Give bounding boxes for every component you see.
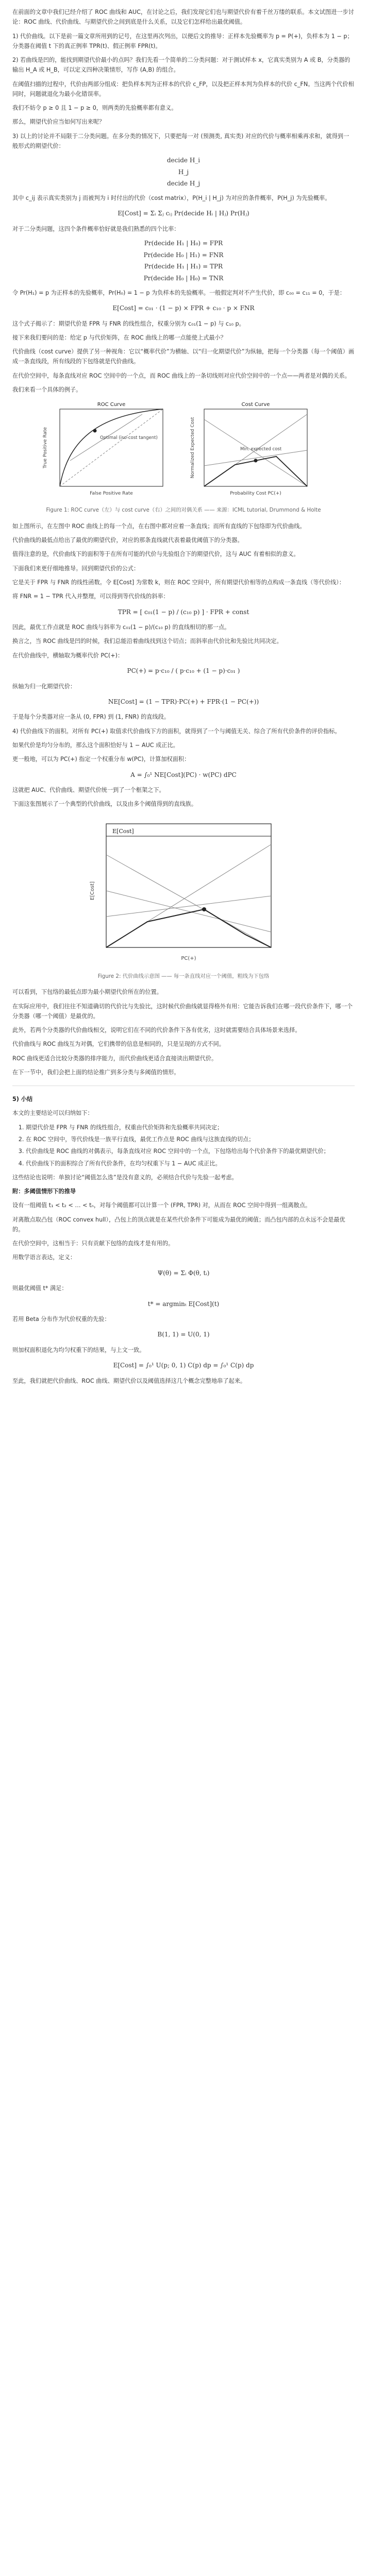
paragraph: 纵轴为归一化期望代价： [12, 683, 76, 690]
paragraph: 我们来看一个具体的例子。 [12, 386, 82, 393]
paragraph: 4) 代价曲线下的面积。对所有 PC(+) 取值求代价曲线下方的面积，就得到了一个与阈值无关、综合了所有代价条件的评价指标。 [12, 727, 341, 735]
paragraph: 对离散点取凸包（ROC convex hull），凸包上的顶点就是在某些代价条件下可能成为最优的阈值；而凸包内部的点永远不会是最优的。 [12, 1216, 345, 1233]
paragraph: 用数学语言表达，定义： [12, 1254, 76, 1261]
cost-curve-frame [106, 824, 271, 947]
extra-title: 附：多阈值情形下的推导 [12, 1188, 76, 1195]
section-heading [12, 1094, 355, 1104]
paragraph: 对于二分类问题，这四个条件概率恰好就是我们熟悉的四个比率： [12, 225, 180, 232]
paragraph: 于是每个分类器对应一条从 (0, FPR) 到 (1, FNR) 的直线段。 [12, 714, 170, 721]
paragraph: 如果代价是均匀分布的，那么这个面积恰好与 1 − AUC 成正比。 [12, 741, 179, 749]
figure-cost-curve [75, 814, 292, 968]
cost-annotation: Min. expected cost [240, 447, 282, 452]
paragraph: 在代价空间中，每条直线对应 ROC 空间中的一个点，而 ROC 曲线上的一条切线则对应代价空间中的一个点——两者是对偶的关系。 [12, 372, 351, 379]
decide-line: decide H_i [166, 157, 201, 164]
paragraph: 此外，若两个分类器的代价曲线相交，说明它们在不同的代价条件下各有优劣，这时就需要结合具体场景来选择。 [12, 1027, 301, 1034]
list-item: 1. 期望代价是 FPR 与 FNR 的线性组合，权重由代价矩阵和先验概率共同决定； [26, 1123, 355, 1132]
cost-xlabel: Probability Cost PC(+) [230, 491, 281, 497]
case-formula: Pr(decide H₀ | H₁) = FNR [143, 251, 224, 259]
figure2-title: E[Cost] [112, 827, 134, 835]
min-cost-point [254, 459, 258, 463]
paragraph: 值得注意的是，代价曲线下的面积等于在所有可能的代价与先验组合下的期望代价，这与 AUC 有着相似的意义。 [12, 551, 299, 558]
paragraph: 2) 若曲线是凹的，能找到期望代价最小的点吗？我们先看一个简单的二分类问题：对于测试样本 x，它真实类别为 A 或 B，分类器的输出 H_A 或 H_B，可以定义四种决策情形，写作 (A,B) 的组合。 [12, 57, 351, 74]
paragraph: 在代价曲线中，横轴取为概率代价 PC(+)： [12, 652, 124, 659]
paragraph: 如上图所示，在左图中 ROC 曲线上的每一个点，在右图中都对应着一条直线；而所有直线的下包络即为代价曲线。 [12, 522, 306, 530]
paragraph: ROC 曲线更适合比较分类器的排序能力，而代价曲线更适合直接读出期望代价。 [12, 1055, 218, 1062]
paragraph: 则最优阈值 t* 满足： [12, 1285, 68, 1292]
paragraph: 这些结论也说明：单独讨论“阈值怎么选”是没有意义的，必须结合代价与先验一起考虑。 [12, 1174, 238, 1181]
paragraph: 1) 代价曲线。以下是前一篇文章所用到的记号，在这里再次列出，以便后文的推导：正样本先验概率为 p = P(+)，负样本为 1 − p；分类器在阈值 t 下的真正例率 TPR(t)、假正例率 FPR(t)。 [12, 32, 353, 49]
paragraph: 在前面的文章中我们已经介绍了 ROC 曲线和 AUC，在讨论之后，我们发现它们也与期望代价有着千丝万缕的联系。本文试图进一步讨论：ROC 曲线、代价曲线、与期望代价之间到底是什么关系，以及它们怎样给出最优阈值。 [12, 9, 354, 26]
paragraph: 其中 c_ij 表示真实类别为 j 而被判为 i 时付出的代价（cost matrix），P(H_i | H_j) 为对应的条件概率，P(H_j) 为先验概率。 [12, 195, 331, 202]
figure-caption: Figure 1: ROC curve（左）与 cost curve（右）之间的对偶关系 —— 来源：ICML tutorial, Drummond & Holte [46, 507, 321, 514]
decide-line: H_j [178, 168, 189, 176]
paragraph: 更一般地，可以为 PC(+) 指定一个权重分布 w(PC)，计算加权面积： [12, 756, 190, 763]
paragraph: 代价曲线与 ROC 曲线互为对偶，它们携带的信息是相同的，只是呈现的方式不同。 [12, 1041, 225, 1048]
case-formula: Pr(decide H₁ | H₁) = TPR [144, 263, 223, 270]
formula-beta: B(1, 1) = U(0, 1) [157, 1331, 210, 1338]
roc-title: ROC Curve [97, 402, 126, 408]
case-formula: Pr(decide H₀ | H₀) = TNR [143, 275, 224, 282]
roc-xlabel: False Positive Rate [90, 491, 133, 497]
paragraph: 在阈值扫描的过程中，代价由两部分组成：把负样本判为正样本的代价 c_FP，以及把正样本判为负样本的代价 c_FN。当这两个代价相同时，问题就退化为最小化错误率。 [12, 80, 354, 97]
paragraph: 设有一组阈值 t₁ < t₂ < … < tₙ，对每个阈值都可以计算一个 (FPR, TPR) 对，从而在 ROC 空间中得到一组离散点。 [12, 1202, 311, 1209]
paragraph: 这个式子揭示了：期望代价是 FPR 与 FNR 的线性组合，权重分别为 c₀₁(1 − p) 与 c₁₀ p。 [12, 320, 245, 327]
list-item: 2. 在 ROC 空间中，等代价线是一族平行直线，最优工作点是 ROC 曲线与这族直线的切点； [26, 1134, 355, 1144]
paragraph: 我们不妨令 p ≥ 0 且 1 − p ≥ 0，则两类的先验概率都有意义。 [12, 105, 177, 112]
paragraph: 若用 Beta 分布作为代价权重的先验： [12, 1316, 110, 1323]
paragraph: 在实际应用中，我们往往不知道确切的代价比与先验比，这时候代价曲线就显得格外有用：它能告诉我们在哪一段代价条件下，哪一个分类器（哪一个阈值）是最优的。 [12, 1003, 353, 1020]
paragraph: 换言之，当 ROC 曲线是凹的时候，我们总能沿着曲线找到这个切点；而斜率由代价比和先验比共同决定。 [12, 638, 282, 645]
formula-integral: E[Cost] = ∫₀¹ U(p; 0, 1) C(p) dp = ∫₀¹ C(p) dp [113, 1362, 254, 1369]
figure-roc-cost [39, 399, 328, 502]
paragraph: 则加权面积退化为均匀权重下的结果，与上文一致。 [12, 1347, 145, 1354]
paragraph: 下面我们来更仔细地推导。回到期望代价的公式： [12, 565, 140, 572]
cost-panel [190, 402, 307, 496]
figure2-ylabel: E[Cost] [90, 881, 95, 900]
paragraph: 可以看到，下包络的最低点即为最小期望代价所在的位置。 [12, 989, 162, 996]
figure2-xlabel: PC(+) [181, 955, 196, 961]
paragraph: 令 Pr(H₁) = p 为正样本的先验概率，Pr(H₀) = 1 − p 为负样本的先验概率。一般假定判对不产生代价，即 c₀₀ = c₁₁ = 0，于是： [12, 289, 346, 296]
paragraph: 这就把 AUC、代价曲线、期望代价统一到了一个框架之下。 [12, 787, 165, 794]
paragraph: 将 FNR = 1 − TPR 代入并整理，可以得到等代价线的斜率： [12, 593, 169, 600]
cost-ylabel: Normalized Expected Cost [190, 417, 195, 479]
formula-psi: Ψ(θ) = Σᵢ Φ(θ, tᵢ) [157, 1269, 210, 1277]
roc-ylabel: True Positive Rate [43, 427, 48, 469]
paragraph: 本文的主要结论可以归纳如下： [12, 1110, 93, 1117]
formula-area: A = ∫₀¹ NE[Cost](PC) · w(PC) dPC [130, 771, 237, 778]
formula-argmin: t* = argminₜ E[Cost](t) [147, 1300, 220, 1308]
paragraph: 代价曲线的最低点给出了最优的期望代价，对应的那条直线就代表着最优阈值下的分类器。 [12, 537, 243, 544]
list-item: 3. 代价曲线是 ROC 曲线的对偶表示，每条直线对应 ROC 空间中的一个点，下包络给出每个代价条件下的最优期望代价； [26, 1146, 355, 1156]
paragraph: 在代价空间中，这相当于：只有贡献下包络的直线才是有用的。 [12, 1240, 174, 1247]
paragraph: 接下来我们要问的是：给定 p 与代价矩阵，在 ROC 曲线上的哪一点能使上式最小？ [12, 334, 226, 341]
cost-title: Cost Curve [241, 402, 270, 408]
paragraph: 至此，我们就把代价曲线、ROC 曲线、期望代价以及阈值选择这几个概念完整地串了起来。 [12, 1377, 246, 1384]
formula-slope: TPR = [ c₀₁(1 − p) / (c₁₀ p) ] · FPR + const [118, 608, 249, 616]
paragraph: 那么，期望代价应当如何写出来呢？ [12, 118, 105, 126]
paragraph: 在下一节中，我们会把上面的结论推广到多分类与多阈值的情形。 [12, 1069, 180, 1076]
decide-line: decide H_j [166, 180, 201, 188]
figure-caption: Figure 2: 代价曲线示意图 —— 每一条直线对应一个阈值，粗线为下包络 [97, 973, 270, 979]
formula-binary: E[Cost] = c₀₁ · (1 − p) × FPR + c₁₀ · p × FNR [112, 304, 255, 312]
roc-annotation: Optimal (iso-cost tangent) [100, 435, 158, 441]
paragraph: 3) 以上的讨论并不局限于二分类问题。在多分类的情况下，只要把每一对 (预测类, 真实类) 对应的代价与概率相乘再求和，就得到一般形式的期望代价： [12, 132, 349, 149]
list-item: 4. 代价曲线下的面积综合了所有代价条件，在均匀权重下与 1 − AUC 成正比。 [26, 1159, 355, 1168]
minimum-point [202, 907, 206, 911]
paragraph: 它是关于 FPR 与 FNR 的线性函数。令 E[Cost] 为常数 k，则在 ROC 空间中，所有期望代价相等的点构成一条直线（等代价线）： [12, 579, 345, 586]
summary-list [12, 1123, 355, 1168]
formula-norm: NE[Cost] = (1 − TPR)·PC(+) + FPR·(1 − PC(+)) [108, 698, 259, 705]
roc-panel [43, 402, 163, 496]
section-heading [12, 1187, 355, 1196]
formula-general: E[Cost] = Σᵢ Σⱼ cᵢⱼ Pr(decide Hᵢ | Hⱼ) Pr(Hⱼ) [118, 210, 249, 217]
paragraph: 因此，最优工作点就是 ROC 曲线与斜率为 c₀₁(1 − p)/(c₁₀ p) 的直线相切的那一点。 [12, 624, 230, 631]
paragraph: 下面这张图展示了一个典型的代价曲线，以及由多个阈值得到的直线族。 [12, 801, 197, 808]
paragraph: 代价曲线（cost curve）提供了另一种视角：它以“概率代价”为横轴、以“归一化期望代价”为纵轴，把每一个分类器（每一个阈值）画成一条直线段，所有线段的下包络就是代价曲线。 [12, 348, 355, 365]
formula-pc: PC(+) = p·c₁₀ / ( p·c₁₀ + (1 − p)·c₀₁ ) [127, 667, 240, 674]
summary-title: 5) 小结 [12, 1096, 33, 1103]
optimal-point [93, 429, 97, 433]
case-formula: Pr(decide H₁ | H₀) = FPR [144, 240, 223, 247]
